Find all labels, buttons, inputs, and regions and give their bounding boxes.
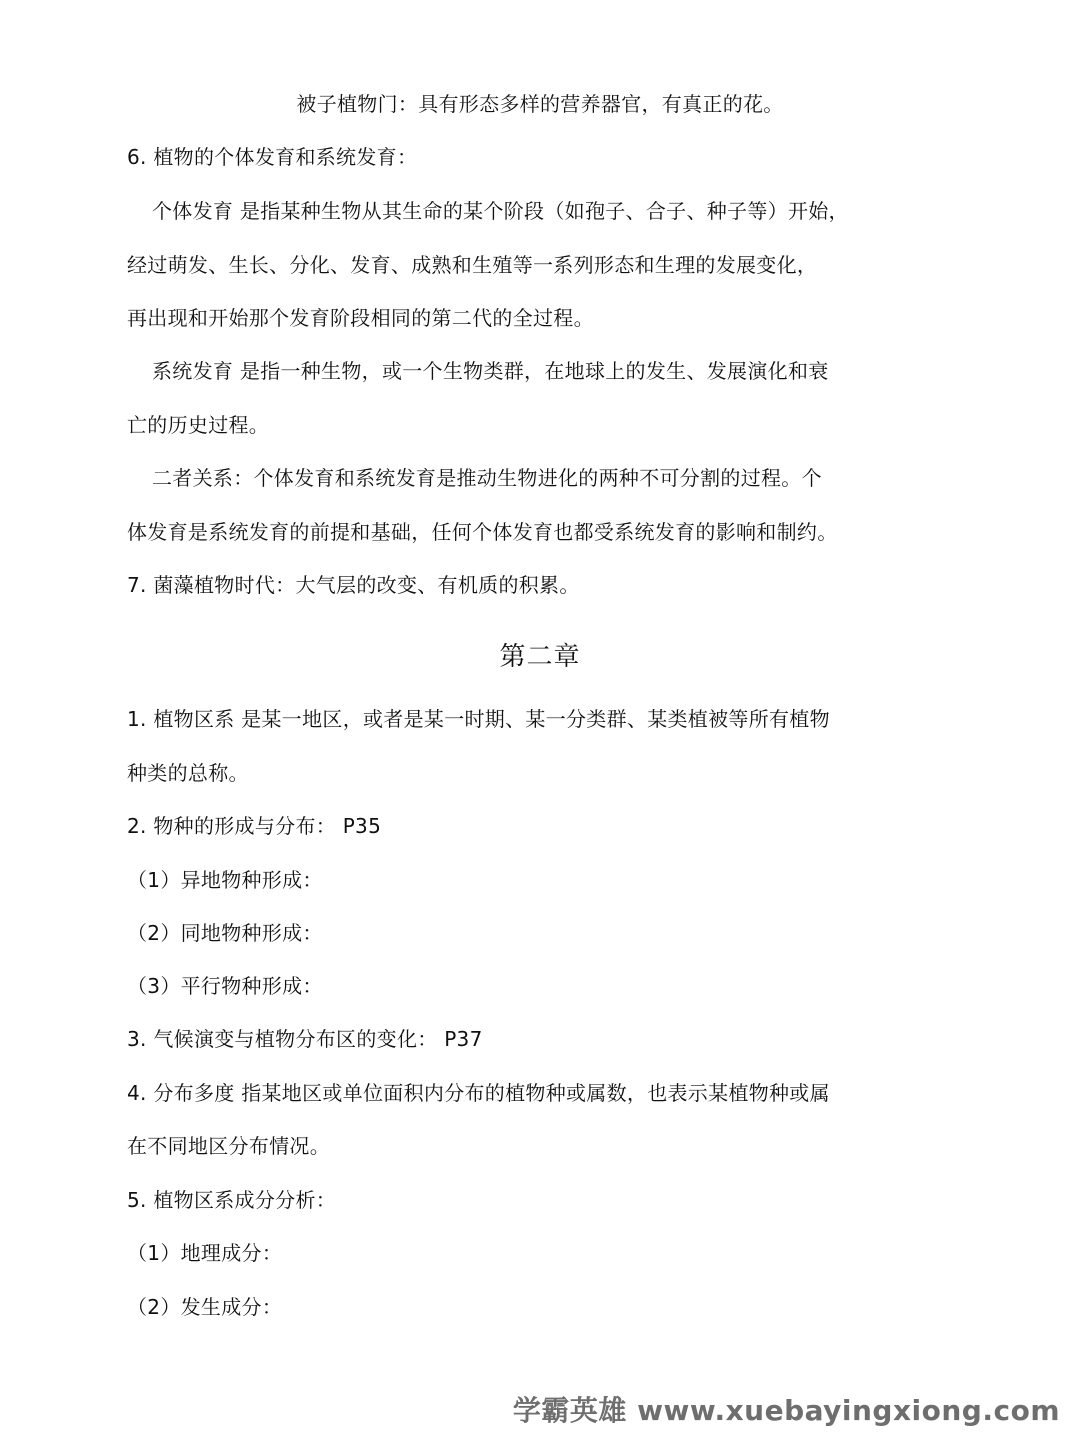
item-3: 3. 气候演变与植物分布区的变化： P37 (127, 1027, 483, 1051)
text-line-angiosperm: 被子植物门：具有形态多样的营养器官，有真正的花。 (296, 92, 784, 116)
sub-item-2-2: （2）同地物种形成： (127, 921, 323, 945)
chapter-title: 第二章 (499, 642, 581, 672)
watermark: 学霸英雄 www.xuebayingxiong.com (512, 1394, 1060, 1427)
paragraph-relation-line-2: 体发育是系统发育的前提和基础，任何个体发育也都受系统发育的影响和制约。 (127, 520, 838, 544)
sub-item-5-1: （1）地理成分： (127, 1241, 283, 1265)
sub-item-5-2: （2）发生成分： (127, 1295, 283, 1319)
paragraph-relation-line-1: 二者关系：个体发育和系统发育是推动生物进化的两种不可分割的过程。个 (152, 466, 822, 490)
paragraph-phylogeny-line-2: 亡的历史过程。 (127, 413, 270, 437)
heading-item-7: 7. 菌藻植物时代：大气层的改变、有机质的积累。 (127, 573, 580, 597)
paragraph-phylogeny-line-1: 系统发育 是指一种生物，或一个生物类群，在地球上的发生、发展演化和衰 (152, 359, 829, 383)
sub-item-2-3: （3）平行物种形成： (127, 974, 323, 998)
heading-item-6: 6. 植物的个体发育和系统发育： (127, 145, 418, 169)
item-1-line-2: 种类的总称。 (127, 761, 249, 785)
sub-item-2-1: （1）异地物种形成： (127, 868, 323, 892)
item-2: 2. 物种的形成与分布： P35 (127, 814, 382, 838)
item-4-line-1: 4. 分布多度 指某地区或单位面积内分布的植物种或属数，也表示某植物种或属 (127, 1081, 830, 1105)
item-1-line-1: 1. 植物区系 是某一地区，或者是某一时期、某一分类群、某类植被等所有植物 (127, 707, 830, 731)
item-4-line-2: 在不同地区分布情况。 (127, 1134, 330, 1158)
item-5: 5. 植物区系成分分析： (127, 1188, 337, 1212)
paragraph-ontogeny-line-3: 再出现和开始那个发育阶段相同的第二代的全过程。 (127, 306, 594, 330)
paragraph-ontogeny-line-2: 经过萌发、生长、分化、发育、成熟和生殖等一系列形态和生理的发展变化， (127, 253, 818, 277)
paragraph-ontogeny-line-1: 个体发育 是指某种生物从其生命的某个阶段（如孢子、合子、种子等）开始， (152, 199, 849, 223)
